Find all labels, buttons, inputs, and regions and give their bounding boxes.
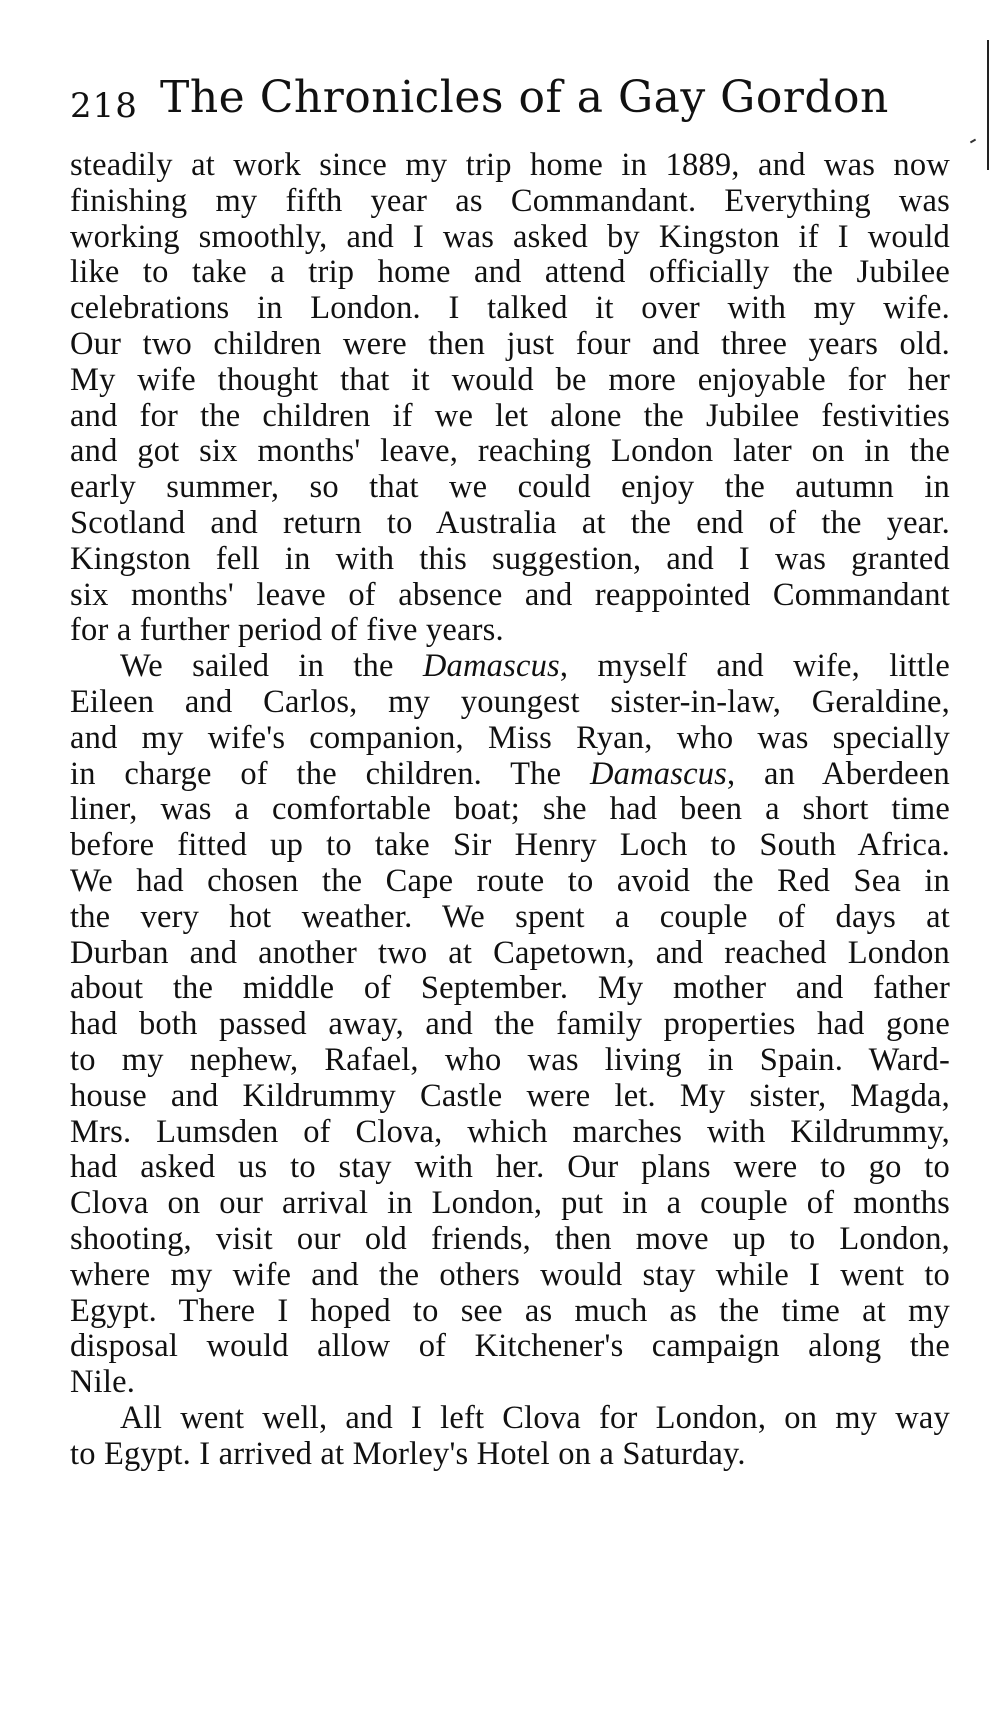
text-line: to Egypt. I arrived at Morley's Hotel on a Saturday. bbox=[70, 1435, 746, 1472]
text-line: like to take a trip home and attend officially the Jubilee bbox=[70, 254, 950, 291]
page-header bbox=[70, 72, 930, 132]
text-line: All went well, and I left Clova for London, on my way bbox=[120, 1399, 950, 1436]
scan-mark bbox=[970, 139, 976, 144]
page-number: 218 bbox=[70, 86, 138, 126]
text-line: finishing my fifth year as Commandant. Everything was bbox=[70, 182, 950, 219]
body-text bbox=[70, 148, 950, 1472]
text-line: to my nephew, Rafael, who was living in Spain. Ward- bbox=[70, 1041, 950, 1078]
paragraph bbox=[70, 148, 950, 649]
text-line: Scotland and return to Australia at the end of the year. bbox=[70, 504, 950, 541]
text-line: My wife thought that it would be more enjoyable for her bbox=[70, 361, 950, 398]
text-line: We sailed in the Damascus, myself and wife, little bbox=[120, 648, 950, 685]
text-line: celebrations in London. I talked it over with my wife. bbox=[70, 290, 950, 327]
paragraph bbox=[70, 649, 950, 1401]
running-title: The Chronicles of a Gay Gordon bbox=[160, 72, 889, 123]
text-line: Our two children were then just four and three years old. bbox=[70, 325, 950, 362]
text-line: Eileen and Carlos, my youngest sister-in-law, Geraldine, bbox=[70, 683, 950, 720]
text-line: about the middle of September. My mother and father bbox=[70, 970, 950, 1007]
paragraph bbox=[70, 1401, 950, 1473]
text-line: and for the children if we let alone the Jubilee festivities bbox=[70, 397, 950, 434]
ship-name: Damascus bbox=[589, 755, 727, 792]
text-line: We had chosen the Cape route to avoid the Red Sea in bbox=[70, 862, 950, 899]
text-line: Egypt. There I hoped to see as much as the time at my bbox=[70, 1292, 950, 1329]
text-line: where my wife and the others would stay while I went to bbox=[70, 1256, 950, 1293]
text-line: and my wife's companion, Miss Ryan, who was specially bbox=[70, 719, 950, 756]
text-line: Clova on our arrival in London, put in a couple of months bbox=[70, 1185, 950, 1222]
text-line: had both passed away, and the family properties had gone bbox=[70, 1006, 950, 1043]
text-line: Nile. bbox=[70, 1364, 136, 1401]
text-line: Durban and another two at Capetown, and reached London bbox=[70, 934, 950, 971]
text-line: Kingston fell in with this suggestion, and I was granted bbox=[70, 540, 950, 577]
text-line: for a further period of five years. bbox=[70, 612, 504, 649]
ship-name: Damascus bbox=[422, 648, 560, 685]
text-line: before fitted up to take Sir Henry Loch to South Africa. bbox=[70, 827, 950, 864]
text-line: early summer, so that we could enjoy the autumn in bbox=[70, 469, 950, 506]
text-line: steadily at work since my trip home in 1889, and was now bbox=[70, 147, 950, 183]
text-line: Mrs. Lumsden of Clova, which marches with Kildrummy, bbox=[70, 1113, 950, 1150]
text-line: liner, was a comfortable boat; she had been a short time bbox=[70, 791, 950, 828]
text-line: house and Kildrummy Castle were let. My sister, Magda, bbox=[70, 1077, 950, 1114]
text-line: and got six months' leave, reaching London later on in the bbox=[70, 433, 950, 470]
text-line: in charge of the children. The Damascus, an Aberdeen bbox=[70, 755, 950, 792]
text-line: working smoothly, and I was asked by Kingston if I would bbox=[70, 218, 950, 255]
text-line: disposal would allow of Kitchener's campaign along the bbox=[70, 1328, 950, 1365]
text-line: shooting, visit our old friends, then move up to London, bbox=[70, 1220, 950, 1257]
scan-edge-line bbox=[987, 40, 989, 170]
text-line: the very hot weather. We spent a couple of days at bbox=[70, 898, 950, 935]
text-line: had asked us to stay with her. Our plans were to go to bbox=[70, 1149, 950, 1186]
text-line: six months' leave of absence and reappointed Commandant bbox=[70, 576, 950, 613]
